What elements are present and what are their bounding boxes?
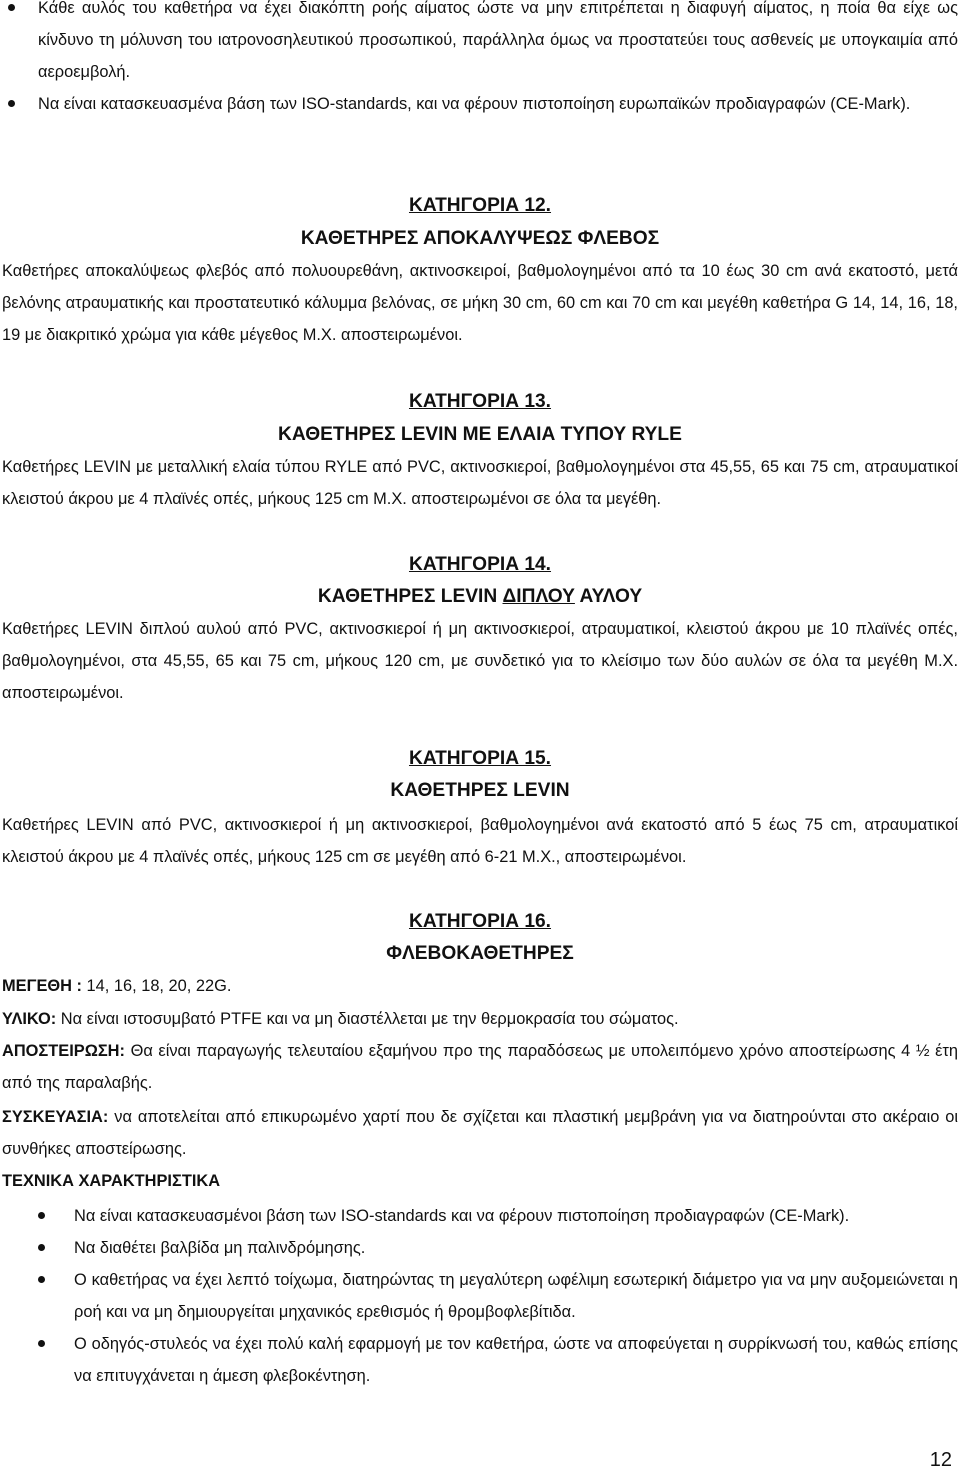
bullet-icon [8, 100, 15, 107]
list-item [38, 0, 958, 88]
list-item [74, 1232, 958, 1264]
category-14-title [0, 581, 960, 613]
packaging-label: ΣΥΣΚΕΥΑΣΙΑ: [2, 1108, 109, 1126]
packaging-value: να αποτελείται από επικυρωμένο χαρτί που δε σχίζεται και πλαστική μεμβράνη για να διατηρούνται στο ακέραιο οι συνθήκες αποστείρωσης. [2, 1108, 958, 1158]
category-15-title: ΚΑΘΕΤΗΡΕΣ LEVIN [390, 780, 570, 801]
sterilization-value: Θα είναι παραγωγής τελευταίου εξαμήνου προ της παραδόσεως με υπολειπόμενο χρόνο αποστείρωσης 4 ½ έτη από της παραλαβής. [2, 1042, 958, 1092]
sterilization-label: ΑΠΟΣΤΕΙΡΩΣΗ: [2, 1042, 125, 1060]
category-13-title: ΚΑΘΕΤΗΡΕΣ LEVIN ΜΕ ΕΛΑΙΑ ΤΥΠΟΥ RYLE [278, 424, 682, 445]
category-16-label: ΚΑΤΗΓΟΡΙΑ 16. [408, 911, 552, 932]
category-14-description: Καθετήρες LEVIN διπλού αυλού από PVC, ακτινοσκιεροί ή μη ακτινοσκιεροί, ατραυματικοί, κλειστού άκρου με 10 πλαϊνές οπές, βαθμολογημένοι, στα 45,55, 65 και 75 cm, μήκους 120 cm, με συνδετικό για το κλείσιμο των δύο αυλών σε όλα τα μεγέθη Μ.Χ. αποστειρωμένοι. [2, 620, 958, 702]
bullet-text: Να είναι κατασκευασμένα βάση των ISO-standards, και να φέρουν πιστοποίηση ευρωπαϊκών προδιαγραφών (CE-Mark). [38, 95, 911, 113]
sizes-label: ΜΕΓΕΘΗ : [2, 977, 82, 995]
category-12-label: ΚΑΤΗΓΟΡΙΑ 12. [408, 195, 552, 216]
list-item [74, 1200, 958, 1232]
sizes-field [2, 970, 958, 1002]
top-bullet-list [38, 0, 958, 120]
packaging-field [2, 1101, 958, 1165]
bullet-icon [8, 4, 15, 11]
category-12-title: ΚΑΘΕΤΗΡΕΣ ΑΠΟΚΑΛΥΨΕΩΣ ΦΛΕΒΟΣ [300, 228, 660, 249]
category-14-label: ΚΑΤΗΓΟΡΙΑ 14. [408, 554, 552, 575]
bullet-icon [38, 1212, 45, 1219]
sterilization-field [2, 1035, 958, 1099]
bullet-icon [38, 1340, 45, 1347]
category-15-label: ΚΑΤΗΓΟΡΙΑ 15. [408, 748, 552, 769]
bullet-text: Να είναι κατασκευασμένοι βάση των ISO-standards και να φέρουν πιστοποίηση προδιαγραφών (CE-Mark). [74, 1207, 850, 1225]
page-number: 12 [929, 1449, 952, 1471]
title-part: ΑΥΛΟΥ [574, 586, 643, 607]
material-value: Να είναι ιστοσυμβατό PTFE και να μη διαστέλλεται με την θερμοκρασία του σώματος. [56, 1010, 679, 1028]
bullet-text: Να διαθέτει βαλβίδα μη παλινδρόμησης. [74, 1239, 366, 1257]
category-15-description: Καθετήρες LEVIN από PVC, ακτινοσκιεροί ή μη ακτινοσκιεροί, βαθμολογημένοι ανά εκατοστό από 5 έως 75 cm, ατραυματικοί κλειστού άκρου με 4 πλαϊνές οπές, μήκους 125 cm σε μεγέθη από 6-21 Μ.Χ., αποστειρωμένοι. [2, 816, 958, 866]
material-field [2, 1003, 958, 1035]
category-16-title: ΦΛΕΒΟΚΑΘΕΤΗΡΕΣ [386, 943, 574, 964]
technical-heading: ΤΕΧΝΙΚΑ ΧΑΡΑΚΤΗΡΙΣΤΙΚΑ [2, 1172, 221, 1190]
list-item [74, 1264, 958, 1328]
bullet-text: Ο καθετήρας να έχει λεπτό τοίχωμα, διατηρώντας τη μεγαλύτερη ωφέλιμη εσωτερική διάμετρο για να μην αυξομειώνεται η ροή και να μη δημιουργείται μηχανικός ερεθισμός ή θρομβοφλεβίτιδα. [74, 1271, 958, 1321]
material-label: ΥΛΙΚΟ: [2, 1010, 57, 1028]
bullet-icon [38, 1276, 45, 1283]
bullet-text: Κάθε αυλός του καθετήρα να έχει διακόπτη ροής αίματος ώστε να μην επιτρέπεται η διαφυγή αίματος, η ποία θα είχε ως κίνδυνο τη μόλυνση του ιατρονοσηλευτικού προσωπικού, παράλληλα όμως να προστατεύει τους ασθενείς με υπογκαιμία από αεροεμβολή. [38, 0, 958, 81]
category-13-label: ΚΑΤΗΓΟΡΙΑ 13. [408, 391, 552, 412]
technical-bullet-list [74, 1200, 958, 1392]
title-part: ΚΑΘΕΤΗΡΕΣ LEVIN [317, 586, 503, 607]
bullet-icon [38, 1244, 45, 1251]
list-item [38, 88, 958, 120]
list-item [74, 1328, 958, 1392]
category-13-description: Καθετήρες LEVIN με μεταλλική ελαία τύπου RYLE από PVC, ακτινοσκιεροί, βαθμολογημένοι στα 45,55, 65 και 75 cm, ατραυματικοί κλειστού άκρου με 4 πλαϊνές οπές, μήκους 125 cm Μ.Χ. αποστειρωμένοι σε όλα τα μεγέθη. [2, 458, 958, 508]
bullet-text: Ο οδηγός-στυλεός να έχει πολύ καλή εφαρμογή με τον καθετήρα, ώστε να αποφεύγεται η συρρίκνωσή του, καθώς επίσης να επιτυγχάνεται η άμεση φλεβοκέντηση. [74, 1335, 958, 1385]
title-part-underlined: ΔΙΠΛΟΥ [502, 586, 575, 607]
category-12-description: Καθετήρες αποκαλύψεως φλεβός από πολυουρεθάνη, ακτινοσκειροί, βαθμολογημένοι από τα 10 έως 30 cm ανά εκατοστό, μετά βελόνης ατραυματικής και προστατευτικό κάλυμμα βελόνας, σε μήκη 30 cm, 60 cm και 70 cm και μεγέθη καθετήρα G 14, 14, 16, 18, 19 με διακριτικό χρώμα για κάθε μέγεθος Μ.Χ. αποστειρωμένοι. [2, 262, 958, 344]
sizes-value: 14, 16, 18, 20, 22G. [81, 977, 232, 995]
